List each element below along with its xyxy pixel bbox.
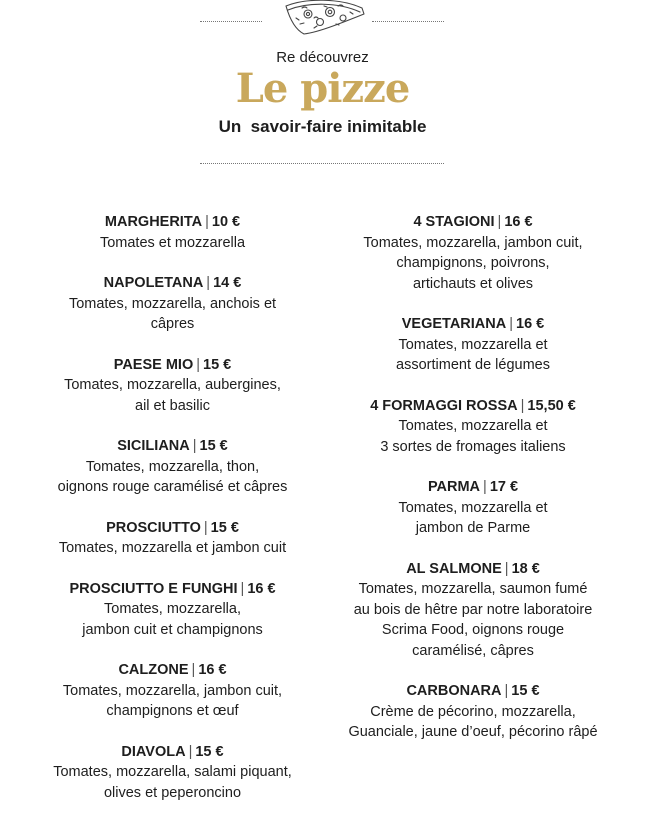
menu-item-description-line: Tomates et mozzarella [99, 234, 246, 251]
menu-item-description-line: 3 sortes de fromages italiens [380, 438, 566, 455]
menu-item-price: 15 € [210, 519, 239, 536]
name-price-separator: | [191, 662, 196, 678]
menu-item-name: NAPOLETANA [103, 275, 204, 291]
menu-item-prosciutto [20, 518, 325, 559]
pre-title: Re découvrez [276, 49, 369, 66]
header-bottom-dotted-divider [200, 163, 444, 164]
menu-item-name: PAESE MIO [113, 356, 194, 373]
tagline: Un savoir-faire inimitable [218, 117, 427, 136]
menu-item-price: 16 € [504, 214, 533, 230]
menu-item-al-salmone [318, 559, 628, 662]
menu-item-parma [318, 477, 628, 539]
menu-item-price: 15,50 € [527, 397, 576, 414]
menu-item-price: 18 € [511, 560, 540, 577]
menu-item-prosciutto-e-funghi [20, 579, 325, 641]
menu-item-description-line: Tomates, mozzarella, salami piquant, [53, 764, 292, 780]
menu-item-description-line: assortiment de légumes [396, 357, 550, 373]
menu-item-price: 17 € [489, 479, 519, 495]
menu-item-description-line: oignons rouge caramélisé et câpres [57, 479, 288, 495]
name-price-separator: | [520, 397, 525, 414]
menu-item-price: 15 € [195, 743, 224, 760]
menu-item-heading [20, 355, 325, 376]
menu-item-price: 14 € [213, 275, 242, 291]
menu-item-description-line: Tomates, mozzarella et [398, 336, 548, 353]
menu-column-left [20, 212, 325, 823]
menu-item-description-line: champignons, poivrons, [396, 255, 550, 271]
menu-item-description-line: Tomates, mozzarella et [398, 418, 548, 434]
menu-item-name: 4 FORMAGGI ROSSA [370, 397, 518, 414]
menu-item-carbonara [318, 681, 628, 743]
menu-item-description-line: ail et basilic [135, 397, 210, 414]
top-right-dotted-divider [372, 21, 444, 22]
menu-item-heading [318, 559, 628, 580]
menu-item-heading [318, 396, 628, 417]
menu-item-heading [318, 212, 628, 233]
name-price-separator: | [504, 683, 509, 699]
menu-item-name: DIAVOLA [121, 743, 186, 760]
menu-item-heading [20, 742, 325, 763]
menu-item-heading [20, 273, 325, 294]
menu-item-description-line: Tomates, mozzarella, aubergines, [64, 377, 281, 393]
menu-item-heading [318, 477, 628, 498]
menu-item-4-stagioni [318, 212, 628, 294]
menu-item-napoletana [20, 273, 325, 335]
menu-item-name: 4 STAGIONI [413, 214, 495, 230]
menu-item-name: CARBONARA [406, 683, 502, 699]
menu-item-description-line: Tomates, mozzarella, jambon cuit, [62, 682, 283, 699]
top-left-dotted-divider [200, 21, 262, 22]
menu-item-description-line: Scrima Food, oignons rouge [381, 622, 565, 638]
name-price-separator: | [240, 580, 245, 597]
menu-item-name: PARMA [427, 479, 481, 495]
menu-item-heading [318, 681, 628, 702]
name-price-separator: | [205, 214, 209, 230]
name-price-separator: | [196, 356, 201, 373]
menu-item-name: MARGHERITA [104, 214, 203, 230]
menu-item-name: PROSCIUTTO [106, 519, 201, 536]
menu-item-margherita [20, 212, 325, 253]
menu-item-name: PROSCIUTTO E FUNGHI [69, 580, 238, 597]
menu-item-4-formaggi-rossa [318, 396, 628, 458]
page-title: Le pizze [235, 65, 410, 112]
pizza-slice-icon [278, 0, 368, 36]
menu-item-name: SICILIANA [117, 438, 190, 454]
menu-item-name: AL SALMONE [406, 560, 502, 577]
name-price-separator: | [206, 275, 211, 291]
menu-item-description-line: au bois de hêtre par notre laboratoire [353, 601, 593, 618]
menu-item-price: 10 € [211, 214, 241, 230]
menu-item-name: CALZONE [118, 662, 189, 678]
name-price-separator: | [497, 214, 502, 230]
menu-item-heading [318, 314, 628, 335]
menu-item-vegetariana [318, 314, 628, 376]
name-price-separator: | [504, 560, 509, 577]
menu-item-calzone [20, 660, 325, 722]
menu-item-price: 15 € [199, 438, 228, 454]
menu-item-description-line: Tomates, mozzarella, [104, 601, 241, 617]
menu-item-price: 15 € [511, 683, 540, 699]
menu-item-description-line: jambon cuit et champignons [82, 621, 263, 638]
menu-item-description-line: caramélisé, câpres [412, 642, 534, 659]
menu-item-heading [20, 436, 325, 457]
name-price-separator: | [203, 519, 208, 536]
menu-item-paese-mio [20, 355, 325, 417]
menu-item-description-line: artichauts et olives [412, 275, 534, 292]
menu-item-description-line: olives et peperoncino [103, 784, 242, 801]
menu-item-description-line: Tomates, mozzarella, jambon cuit, [363, 234, 583, 251]
name-price-separator: | [483, 479, 487, 495]
name-price-separator: | [188, 743, 193, 760]
menu-item-description-line: jambon de Parme [415, 520, 531, 536]
menu-item-heading [20, 660, 325, 681]
menu-item-price: 16 € [247, 580, 276, 597]
menu-item-description-line: Tomates, mozzarella, anchois et [68, 295, 277, 312]
name-price-separator: | [509, 316, 513, 332]
name-price-separator: | [192, 438, 197, 454]
menu-item-description-line: champignons et œuf [106, 703, 239, 719]
menu-column-right [318, 212, 628, 763]
menu-item-diavola [20, 742, 325, 804]
menu-item-heading [20, 579, 325, 600]
menu-header [0, 0, 665, 180]
menu-item-description-line: Tomates, mozzarella et [398, 499, 548, 516]
menu-item-price: 16 € [516, 316, 545, 332]
menu-item-description-line: Tomates, mozzarella, thon, [85, 458, 260, 475]
menu-item-description-line: Tomates, mozzarella, saumon fumé [358, 581, 588, 597]
menu-item-description-line: Crème de pécorino, mozzarella, [370, 703, 576, 720]
menu-item-price: 16 € [198, 662, 227, 678]
menu-item-name: VEGETARIANA [401, 316, 507, 332]
menu-item-heading [20, 212, 325, 233]
menu-item-price: 15 € [203, 356, 232, 373]
menu-item-description-line: Guanciale, jaune d’oeuf, pécorino râpé [348, 724, 598, 740]
menu-item-description-line: Tomates, mozzarella et jambon cuit [58, 540, 287, 556]
menu-item-description-line: câpres [150, 316, 195, 332]
menu-item-heading [20, 518, 325, 539]
menu-item-siciliana [20, 436, 325, 498]
